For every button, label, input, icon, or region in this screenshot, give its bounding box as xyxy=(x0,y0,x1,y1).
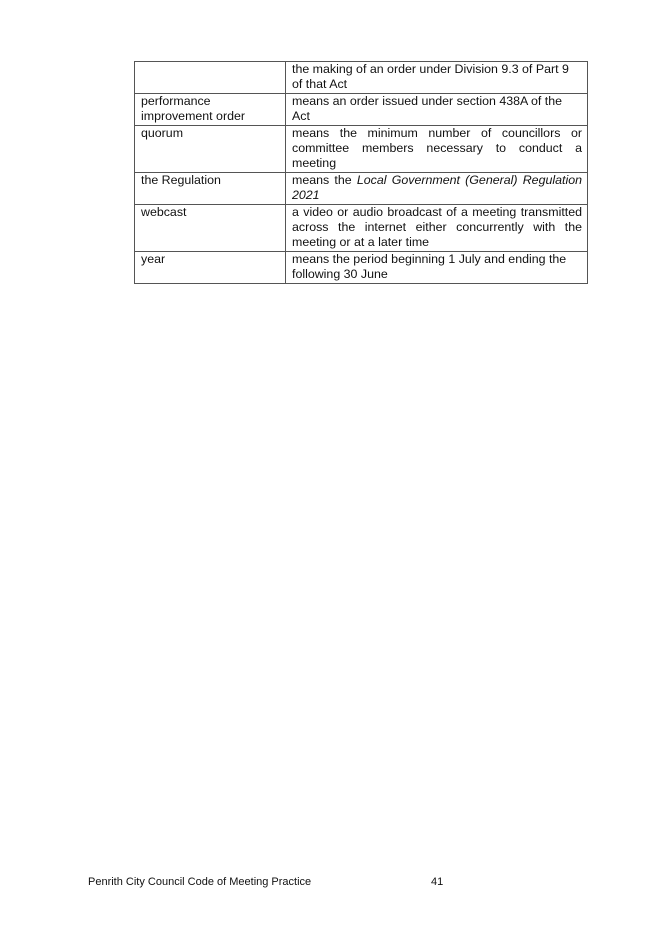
definition-term: the Regulation xyxy=(135,172,286,204)
footer-page-number: 41 xyxy=(431,876,444,888)
footer-document-title: Penrith City Council Code of Meeting Practice xyxy=(88,876,312,888)
definition-text: the making of an order under Division 9.3 of Part 9 of that Act xyxy=(286,62,588,94)
table-row xyxy=(135,251,588,283)
table-row xyxy=(135,62,588,94)
table-row xyxy=(135,204,588,251)
table-row xyxy=(135,125,588,172)
definition-text: means an order issued under section 438A of the Act xyxy=(286,93,588,125)
definition-text: means the minimum number of councillors or committee members necessary to conduct a meeting xyxy=(286,125,588,172)
definition-text: a video or audio broadcast of a meeting transmitted across the internet either concurrently with the meeting or at a later time xyxy=(286,204,588,251)
definition-term: webcast xyxy=(135,204,286,251)
definition-term: performance improvement order xyxy=(135,93,286,125)
regulation-title: Local Government (General) Regulation 2021 xyxy=(292,172,582,203)
table-row xyxy=(135,93,588,125)
definition-text: means the period beginning 1 July and ending the following 30 June xyxy=(286,251,588,283)
definition-term xyxy=(135,62,286,94)
definition-text-prefix: means the xyxy=(292,172,357,187)
definition-text xyxy=(286,172,588,204)
definition-term: year xyxy=(135,251,286,283)
definitions-table xyxy=(134,61,588,284)
definition-term: quorum xyxy=(135,125,286,172)
table-row xyxy=(135,172,588,204)
